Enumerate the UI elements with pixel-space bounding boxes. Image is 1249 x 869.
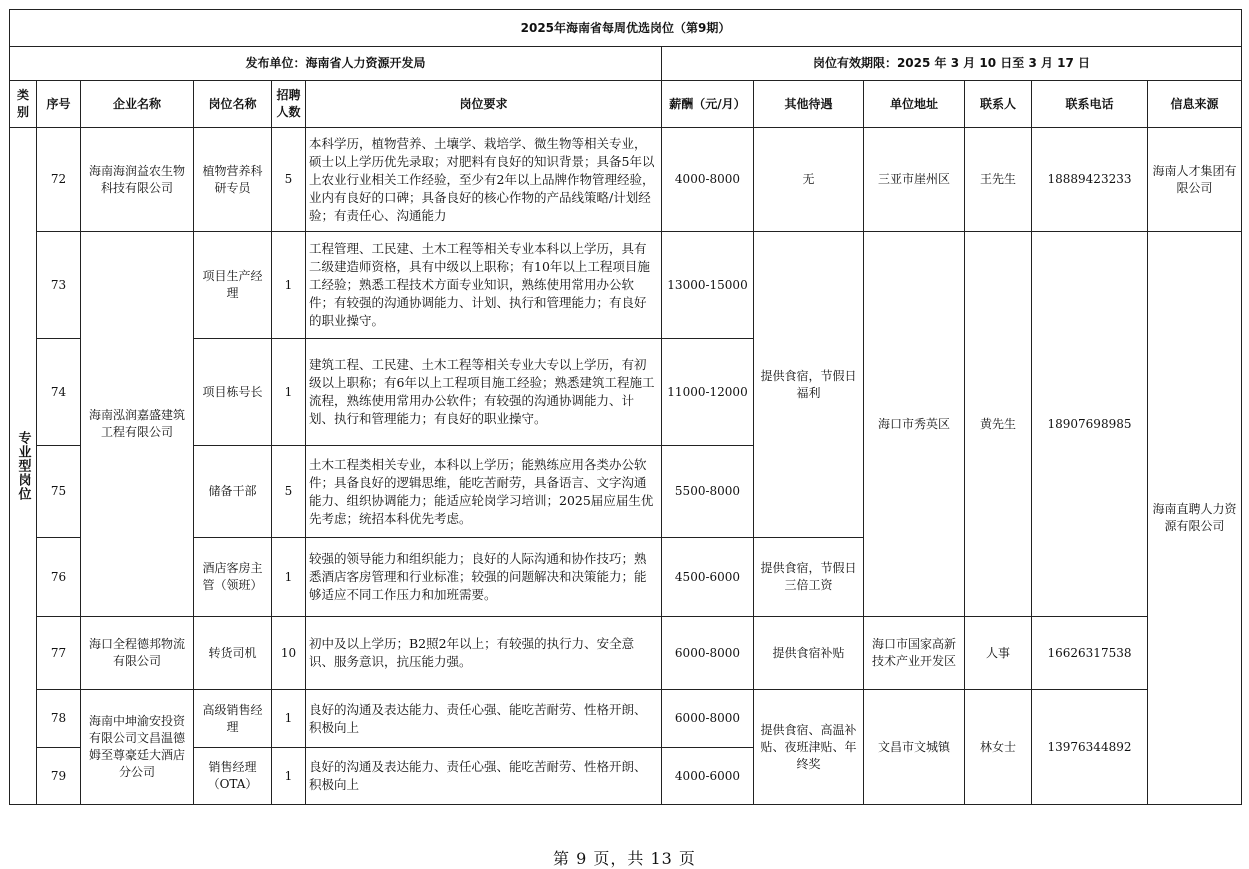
requirements-cell: 本科学历，植物营养、土壤学、栽培学、微生物等相关专业，硕士以上学历优先录取；对肥料有良好的知识背景；具备5年以上农业行业相关工作经验，至少有2年以上品牌作物管理经验，业内有良好的口碑；具备良好的核心作物的产品线策略/计划经验；有责任心、沟通能力: [306, 128, 662, 232]
requirements-cell: 良好的沟通及表达能力、责任心强、能吃苦耐劳、性格开朗、积极向上: [306, 748, 662, 805]
benefits-cell: 提供食宿、高温补贴、夜班津贴、年终奖: [754, 690, 864, 805]
address-cell: 三亚市崖州区: [864, 128, 965, 232]
header-source: 信息来源: [1148, 81, 1242, 128]
publisher: 发布单位：海南省人力资源开发局: [10, 47, 662, 81]
seq-cell: 72: [37, 128, 81, 232]
count-cell: 1: [272, 748, 306, 805]
table-row: [10, 617, 1242, 690]
phone-cell: 18889423233: [1032, 128, 1148, 232]
seq-cell: 79: [37, 748, 81, 805]
requirements-cell: 工程管理、工民建、土木工程等相关专业本科以上学历，具有二级建造师资格，具有中级以上职称；有10年以上工程项目施工经验；熟悉工程技术方面专业知识，熟练使用常用办公软件；有较强的沟通协调能力、计划、执行和管理能力；有良好的职业操守。: [306, 232, 662, 339]
seq-cell: 77: [37, 617, 81, 690]
position-cell: 储备干部: [194, 446, 272, 538]
contact-cell: 人事: [965, 617, 1032, 690]
benefits-cell: 无: [754, 128, 864, 232]
salary-cell: 6000-8000: [662, 617, 754, 690]
position-cell: 高级销售经理: [194, 690, 272, 748]
header-phone: 联系电话: [1032, 81, 1148, 128]
benefits-cell: 提供食宿，节假日福利: [754, 232, 864, 538]
table-row: [10, 232, 1242, 339]
table-row: [10, 128, 1242, 232]
salary-cell: 5500-8000: [662, 446, 754, 538]
table-title: 2025年海南省每周优选岗位（第9期）: [10, 10, 1242, 47]
header-count: 招聘人数: [272, 81, 306, 128]
header-position: 岗位名称: [194, 81, 272, 128]
position-cell: 项目生产经理: [194, 232, 272, 339]
header-requirements: 岗位要求: [306, 81, 662, 128]
count-cell: 1: [272, 232, 306, 339]
source-cell: 海南人才集团有限公司: [1148, 128, 1242, 232]
benefits-cell: 提供食宿，节假日三倍工资: [754, 538, 864, 617]
phone-cell: 13976344892: [1032, 690, 1148, 805]
count-cell: 1: [272, 339, 306, 446]
position-cell: 销售经理（OTA）: [194, 748, 272, 805]
salary-cell: 4000-8000: [662, 128, 754, 232]
benefits-cell: 提供食宿补贴: [754, 617, 864, 690]
header-salary: 薪酬（元/月）: [662, 81, 754, 128]
job-listing-table: [9, 9, 1242, 805]
category-label: 专业型岗位: [15, 431, 31, 501]
address-cell: 文昌市文城镇: [864, 690, 965, 805]
count-cell: 5: [272, 446, 306, 538]
count-cell: 5: [272, 128, 306, 232]
salary-cell: 4500-6000: [662, 538, 754, 617]
salary-cell: 4000-6000: [662, 748, 754, 805]
contact-cell: 黄先生: [965, 232, 1032, 617]
position-cell: 项目栋号长: [194, 339, 272, 446]
requirements-cell: 建筑工程、工民建、土木工程等相关专业大专以上学历，有初级以上职称；有6年以上工程项目施工经验；熟悉建筑工程施工流程，熟练使用常用办公软件；有较强的沟通协调能力、计划、执行和管理能力；有良好的职业操守。: [306, 339, 662, 446]
company-cell: 海南海润益农生物科技有限公司: [81, 128, 194, 232]
table-row: [10, 690, 1242, 748]
position-cell: 转货司机: [194, 617, 272, 690]
validity-period: 岗位有效期限：2025 年 3 月 10 日至 3 月 17 日: [662, 47, 1242, 81]
header-category: 类别: [10, 81, 37, 128]
address-cell: 海口市国家高新技术产业开发区: [864, 617, 965, 690]
phone-cell: 16626317538: [1032, 617, 1148, 690]
count-cell: 10: [272, 617, 306, 690]
requirements-cell: 土木工程类相关专业，本科以上学历；能熟练应用各类办公软件；具备良好的逻辑思维，能吃苦耐劳，具备语言、文字沟通能力、组织协调能力；能适应轮岗学习培训；2025届应届生优先考虑；统招本科优先考虑。: [306, 446, 662, 538]
requirements-cell: 较强的领导能力和组织能力；良好的人际沟通和协作技巧；熟悉酒店客房管理和行业标准；较强的问题解决和决策能力；能够适应不同工作压力和加班需要。: [306, 538, 662, 617]
seq-cell: 73: [37, 232, 81, 339]
position-cell: 植物营养科研专员: [194, 128, 272, 232]
seq-cell: 76: [37, 538, 81, 617]
seq-cell: 74: [37, 339, 81, 446]
header-seq: 序号: [37, 81, 81, 128]
company-cell: 海口全程德邦物流有限公司: [81, 617, 194, 690]
source-cell: 海南直聘人力资源有限公司: [1148, 232, 1242, 805]
header-contact: 联系人: [965, 81, 1032, 128]
seq-cell: 75: [37, 446, 81, 538]
company-cell: 海南中坤渝安投资有限公司文昌温德姆至尊豪廷大酒店分公司: [81, 690, 194, 805]
requirements-cell: 初中及以上学历；B2照2年以上；有较强的执行力、安全意识、服务意识，抗压能力强。: [306, 617, 662, 690]
header-row: [10, 81, 1242, 128]
company-cell: 海南泓润嘉盛建筑工程有限公司: [81, 232, 194, 617]
requirements-cell: 良好的沟通及表达能力、责任心强、能吃苦耐劳、性格开朗、积极向上: [306, 690, 662, 748]
address-cell: 海口市秀英区: [864, 232, 965, 617]
header-benefits: 其他待遇: [754, 81, 864, 128]
header-company: 企业名称: [81, 81, 194, 128]
contact-cell: 王先生: [965, 128, 1032, 232]
count-cell: 1: [272, 538, 306, 617]
position-cell: 酒店客房主管（领班）: [194, 538, 272, 617]
seq-cell: 78: [37, 690, 81, 748]
contact-cell: 林女士: [965, 690, 1032, 805]
phone-cell: 18907698985: [1032, 232, 1148, 617]
salary-cell: 11000-12000: [662, 339, 754, 446]
header-address: 单位地址: [864, 81, 965, 128]
page-number: 第 9 页，共 13 页: [553, 849, 696, 868]
salary-cell: 6000-8000: [662, 690, 754, 748]
category-cell: [10, 128, 37, 805]
count-cell: 1: [272, 690, 306, 748]
salary-cell: 13000-15000: [662, 232, 754, 339]
